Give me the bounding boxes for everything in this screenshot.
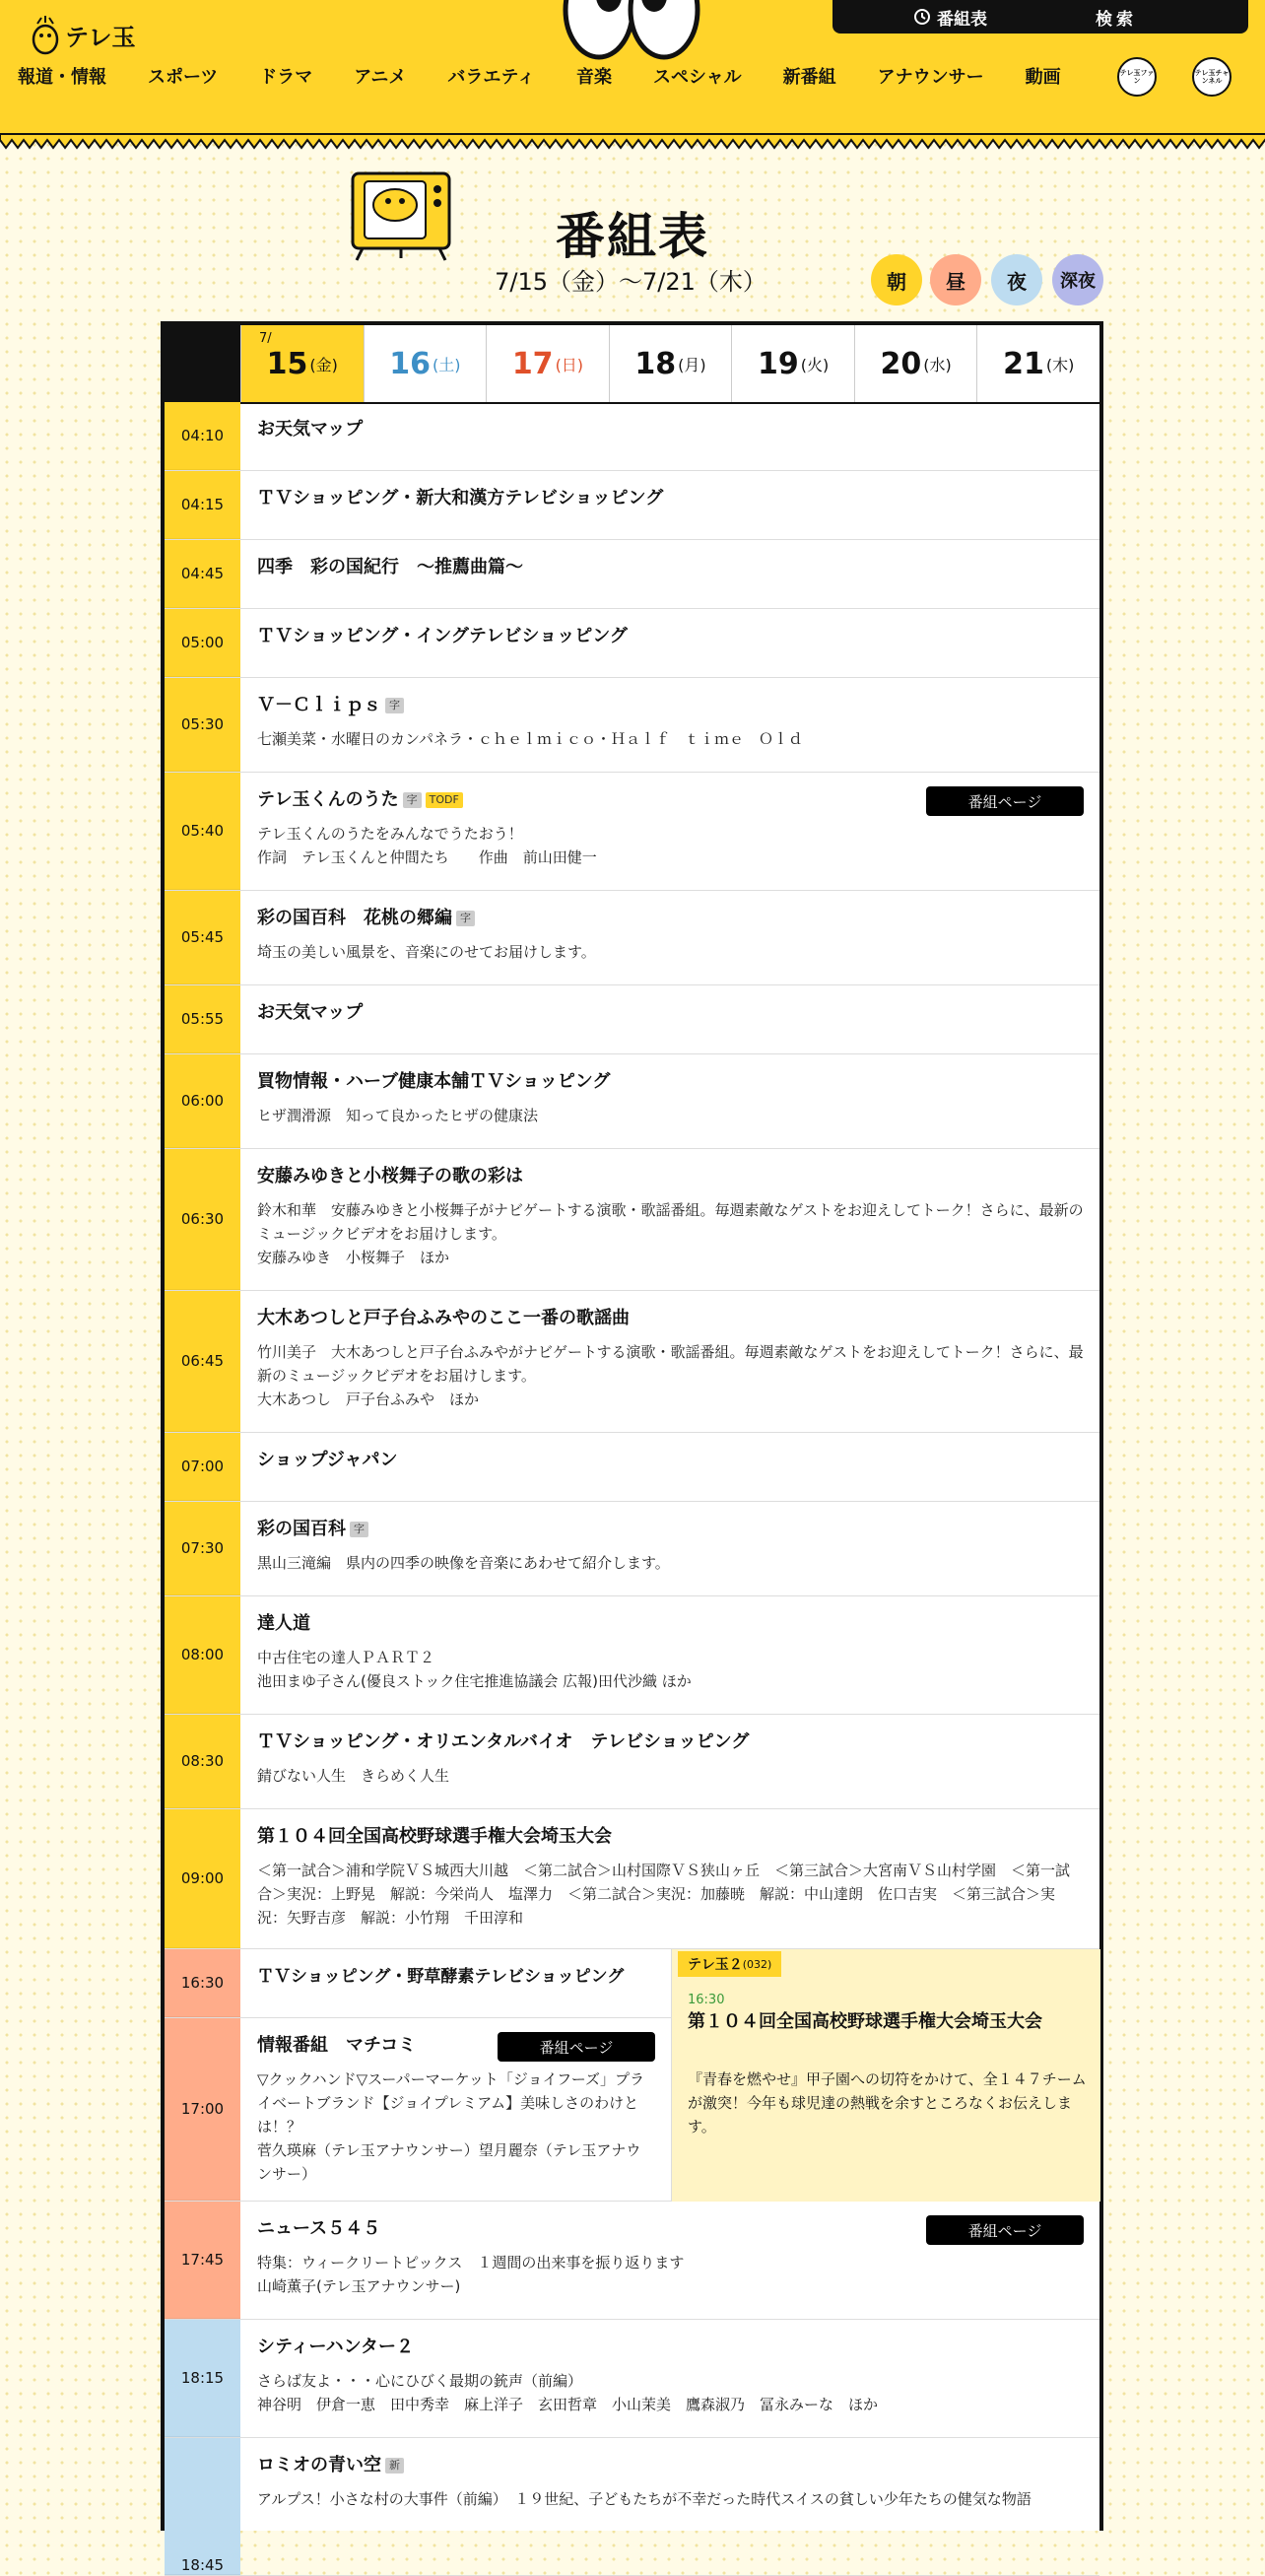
sub-channel-code: (032) <box>742 1957 772 1971</box>
sub-channel-description: 『青春を燃やせ』甲子園への切符をかけて、全１４７チームが激突！今年も球児達の熱戦を余すところなくお伝えします。 <box>688 2070 1087 2135</box>
fan-club-icon[interactable] <box>1117 57 1157 97</box>
program-row[interactable] <box>165 1054 1099 1149</box>
program-title[interactable]: ＴＶショッピング・野草酵素テレビショッピング <box>257 1967 625 1987</box>
program-title[interactable]: 彩の国百科 <box>257 1519 346 1539</box>
subtitle-badge: 字 <box>350 1522 368 1537</box>
program-title[interactable]: ＴＶショッピング・新大和漢方テレビショッピング <box>257 488 664 508</box>
program-title[interactable]: ニュース５４５ <box>257 2218 381 2239</box>
day-tab[interactable] <box>364 325 487 402</box>
sub-channel-name: テレ玉２ <box>688 1957 743 1973</box>
program-row[interactable] <box>165 471 1099 540</box>
program-time: 17:45 <box>165 2202 240 2319</box>
program-description: アルプス！小さな村の大事件（前編） １９世紀、子どもたちが不幸だった時代スイスの貧しい少年たちの健気な物語 <box>257 2490 1032 2508</box>
day-weekday: (金) <box>309 355 338 374</box>
day-weekday: (木) <box>1045 355 1075 374</box>
program-time: 04:10 <box>165 402 240 470</box>
subtitle-badge: 字 <box>385 698 404 713</box>
day-number: 17 <box>511 346 554 381</box>
program-description: 特集：ウィークリートピックス １週間の出来事を振り返ります 山崎薫子(テレ玉アナウンサー) <box>257 2254 685 2295</box>
program-title[interactable]: 買物情報・ハーブ健康本舗ＴＶショッピング <box>257 1071 611 1092</box>
program-description: ＜第一試合＞浦和学院ＶＳ城西大川越 ＜第二試合＞山村国際ＶＳ狭山ヶ丘 ＜第三試合＞大宮南ＶＳ山村学園 ＜第一試合＞実況：上野晃 解説：今栄尚人 塩澤力 ＜第二試合＞実況：加藤暁 解説：中山達朗 佐口吉実 ＜第三試合＞実況：矢野吉彦 解説：小竹翔 千田淳和 <box>257 1862 1071 1927</box>
program-time: 17:00 <box>165 2018 240 2201</box>
nav-news[interactable]: 報道・情報 <box>18 67 106 88</box>
program-row[interactable] <box>165 1949 671 2018</box>
subtitle-badge: 字 <box>456 911 475 926</box>
program-time: 09:00 <box>165 1809 240 1948</box>
program-time: 06:00 <box>165 1054 240 1148</box>
program-description: ▽クックハンド▽スーパーマーケット「ジョイフーズ」プライベートブランド【ジョイプレミアム】美味しさのわけとは！？ 菅久瑛麻（テレ玉アナウンサー）望月麗奈（テレ玉アナウンサー） <box>257 2070 644 2183</box>
tv-mascot-icon <box>347 166 455 264</box>
program-title[interactable]: Ｖ－Ｃｌｉｐｓ <box>257 695 381 715</box>
program-description: 中古住宅の達人ＰＡＲＴ２ 池田まゆ子さん(優良ストック住宅推進協議会 広報)田代沙織 ほか <box>257 1649 692 1690</box>
schedule-label: 番組表 <box>937 9 987 30</box>
program-row[interactable] <box>165 1809 1099 1949</box>
day-tab[interactable] <box>731 325 854 402</box>
program-time: 08:30 <box>165 1715 240 1808</box>
program-title[interactable]: 情報番組 マチコミ <box>257 2035 417 2056</box>
program-row[interactable] <box>165 2202 1099 2320</box>
day-number: 16 <box>389 346 431 381</box>
top-bar <box>832 0 1248 34</box>
main-nav <box>18 63 1061 89</box>
program-row[interactable] <box>165 1715 1099 1809</box>
program-row[interactable] <box>165 1596 1099 1715</box>
program-page-button[interactable]: 番組ページ <box>498 2032 655 2062</box>
program-time: 18:15 <box>165 2320 240 2437</box>
program-time: 05:30 <box>165 678 240 772</box>
channel-label: テレ玉チャンネル <box>1194 69 1230 85</box>
clock-icon <box>913 8 931 26</box>
day-tab[interactable] <box>240 325 364 402</box>
program-time: 04:45 <box>165 540 240 608</box>
program-time: 05:55 <box>165 985 240 1053</box>
program-row[interactable] <box>165 891 1099 985</box>
program-time: 16:30 <box>165 1949 240 2017</box>
date-range: 7/15（金）〜7/21（木） <box>495 268 766 296</box>
program-title[interactable]: テレ玉くんのうた <box>257 789 399 810</box>
fan-club-label: テレ玉ファン <box>1119 69 1155 85</box>
program-description: 埼玉の美しい風景を、音楽にのせてお届けします。 <box>257 943 596 961</box>
sub-channel-title[interactable]: 第１０４回全国高校野球選手権大会埼玉大会 <box>688 2011 1042 2032</box>
program-description: テレ玉くんのうたをみんなでうたおう！ 作詞 テレ玉くんと仲間たち 作曲 前山田健一 <box>257 825 597 866</box>
day-weekday: (土) <box>432 355 461 374</box>
program-title[interactable]: 彩の国百科 花桃の郷編 <box>257 908 452 928</box>
jump-noon-button[interactable]: 昼 <box>930 254 981 305</box>
program-row[interactable] <box>165 1291 1099 1433</box>
program-time: 05:40 <box>165 773 240 890</box>
program-time: 06:45 <box>165 1291 240 1432</box>
program-row[interactable] <box>165 609 1099 678</box>
program-time: 05:00 <box>165 609 240 677</box>
day-weekday: (火) <box>800 355 830 374</box>
todf-badge: TODF <box>426 792 463 808</box>
program-row[interactable] <box>165 2438 1099 2576</box>
day-tab[interactable] <box>976 325 1099 402</box>
program-description: 黒山三滝編 県内の四季の映像を音楽にあわせて紹介します。 <box>257 1554 670 1572</box>
program-page-button[interactable]: 番組ページ <box>926 786 1084 816</box>
program-title[interactable]: シティーハンター２ <box>257 2337 414 2357</box>
day-tabs <box>165 325 1099 404</box>
day-tab[interactable] <box>609 325 732 402</box>
day-number: 20 <box>880 346 922 381</box>
program-row[interactable] <box>165 2320 1099 2438</box>
header-zigzag-edge <box>0 134 1265 150</box>
day-number: 21 <box>1003 346 1044 381</box>
program-title[interactable]: ロミオの青い空 <box>257 2455 381 2475</box>
program-time: 04:15 <box>165 471 240 539</box>
sub-channel-tag <box>678 1951 781 1977</box>
logo-text[interactable]: テレ玉 <box>65 24 136 51</box>
program-title[interactable]: 達人道 <box>257 1613 310 1634</box>
program-row[interactable] <box>165 678 1099 773</box>
mascot-eyes <box>558 0 705 61</box>
day-corner <box>165 325 240 402</box>
program-time: 05:45 <box>165 891 240 984</box>
nav-anime[interactable]: アニメ <box>354 67 407 88</box>
program-title[interactable]: お天気マップ <box>257 1002 364 1023</box>
subtitle-badge: 字 <box>403 792 422 808</box>
program-title[interactable]: 四季 彩の国紀行 ～推薦曲篇～ <box>257 557 523 577</box>
day-weekday: (水) <box>923 355 952 374</box>
program-title[interactable]: 安藤みゆきと小桜舞子の歌の彩は <box>257 1166 523 1186</box>
nav-music[interactable]: 音楽 <box>575 67 612 88</box>
program-title[interactable]: ショップジャパン <box>257 1450 398 1470</box>
search-link[interactable]: 検索 <box>1096 9 1137 30</box>
program-row[interactable] <box>165 1433 1099 1502</box>
nav-videos[interactable]: 動画 <box>1025 67 1061 88</box>
day-tab[interactable] <box>486 325 609 402</box>
sub-channel-time: 16:30 <box>688 1993 725 2007</box>
sub-channel-program[interactable] <box>671 1949 1100 2202</box>
program-title[interactable]: ＴＶショッピング・オリエンタルバイオ テレビショッピング <box>257 1731 750 1752</box>
program-page-button[interactable]: 番組ページ <box>926 2215 1084 2245</box>
program-description: 鈴木和華 安藤みゆきと小桜舞子がナビゲートする演歌・歌謡番組。毎週素敵なゲストをお迎えしてトーク！さらに、最新のミュージックビデオをお届けします。 安藤みゆき 小桜舞子 ほか <box>257 1201 1084 1266</box>
page-title: 番組表 <box>556 208 709 265</box>
program-time: 07:00 <box>165 1433 240 1501</box>
program-time: 08:00 <box>165 1596 240 1714</box>
nav-sports[interactable]: スポーツ <box>148 67 219 88</box>
program-description: 七瀬美菜・水曜日のカンパネラ・ｃｈｅｌｍｉｃｏ・Ｈａｌｆ ｔｉｍｅ Ｏｌｄ <box>257 730 803 748</box>
channel-icon[interactable] <box>1192 57 1232 97</box>
program-title[interactable]: 大木あつしと戸子台ふみやのここ一番の歌謡曲 <box>257 1308 630 1328</box>
site-header <box>0 0 1265 138</box>
new-badge: 新 <box>385 2458 404 2474</box>
program-time: 06:30 <box>165 1149 240 1290</box>
nav-special[interactable]: スペシャル <box>652 67 742 88</box>
jump-evening-button[interactable]: 夜 <box>991 254 1042 305</box>
schedule-link[interactable] <box>913 5 987 30</box>
program-description: さらば友よ・・・心にひびく最期の銃声（前編） 神谷明 伊倉一恵 田中秀幸 麻上洋子 玄田哲章 小山茉美 鷹森淑乃 冨永みーな ほか <box>257 2372 879 2413</box>
program-time: 18:45 <box>165 2438 240 2575</box>
program-row[interactable] <box>165 402 1099 471</box>
program-time: 07:30 <box>165 1502 240 1595</box>
nav-new-programs[interactable]: 新番組 <box>782 67 836 88</box>
nav-announcers[interactable]: アナウンサー <box>877 67 984 88</box>
program-title[interactable]: お天気マップ <box>257 419 364 440</box>
program-row[interactable] <box>165 1502 1099 1596</box>
day-weekday: (日) <box>555 355 584 374</box>
program-title[interactable]: 第１０４回全国高校野球選手権大会埼玉大会 <box>257 1826 612 1847</box>
program-row[interactable] <box>165 2018 671 2202</box>
program-row[interactable] <box>165 773 1099 891</box>
day-weekday: (月) <box>678 355 706 374</box>
program-description: 錆びない人生 きらめく人生 <box>257 1767 450 1785</box>
program-row[interactable] <box>165 1149 1099 1291</box>
jump-latenight-button[interactable]: 深夜 <box>1052 254 1103 305</box>
schedule-table <box>161 321 1103 2574</box>
day-tab[interactable] <box>854 325 977 402</box>
program-title[interactable]: ＴＶショッピング・イングテレビショッピング <box>257 626 628 646</box>
nav-variety[interactable]: バラエティ <box>447 67 535 88</box>
nav-drama[interactable]: ドラマ <box>259 67 313 88</box>
jump-morning-button[interactable]: 朝 <box>871 254 922 305</box>
day-number: 18 <box>634 346 677 381</box>
day-month: 7/ <box>259 331 272 346</box>
day-number: 19 <box>757 346 799 381</box>
program-description: 竹川美子 大木あつしと戸子台ふみやがナビゲートする演歌・歌謡番組。毎週素敵なゲストをお迎えしてトーク！さらに、最新のミュージックビデオをお届けします。 大木あつし 戸子台ふみや ほか <box>257 1343 1084 1408</box>
program-row[interactable] <box>165 985 1099 1054</box>
day-number: 15 <box>266 346 308 381</box>
program-description: ヒザ潤滑源 知って良かったヒザの健康法 <box>257 1107 539 1124</box>
program-row[interactable] <box>165 540 1099 609</box>
